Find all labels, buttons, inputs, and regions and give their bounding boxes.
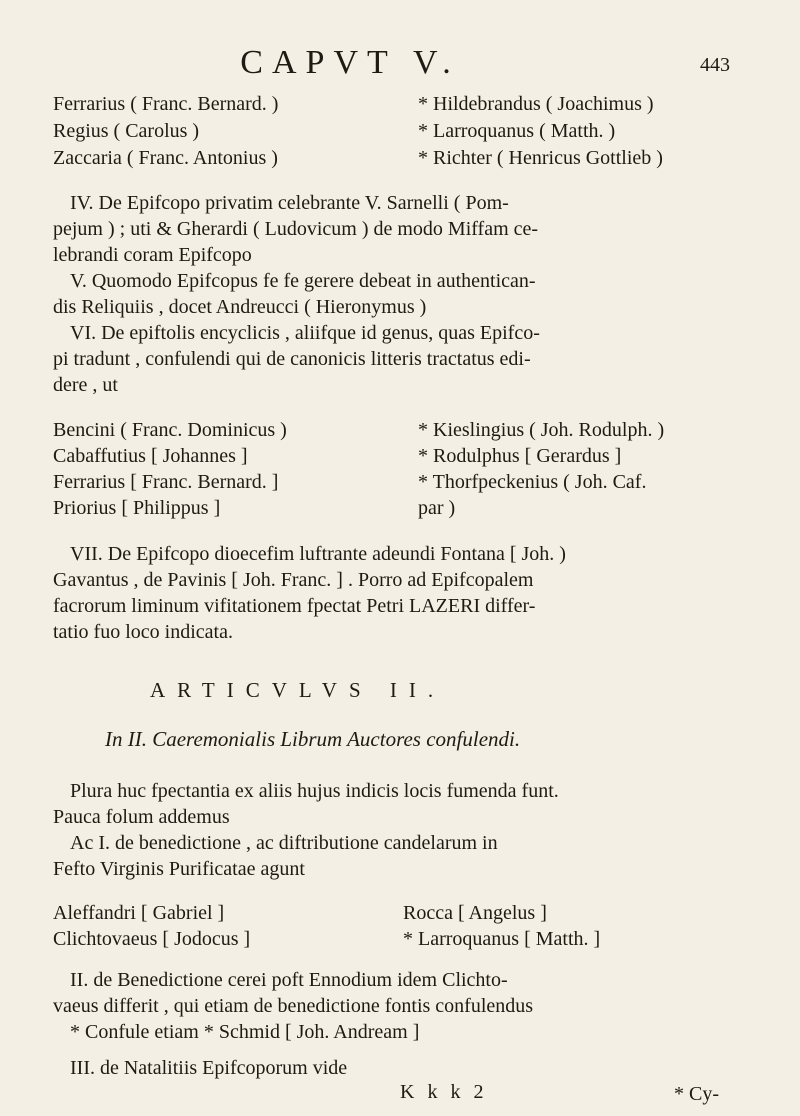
catchword: * Cy-	[674, 1083, 719, 1105]
list-item: * Richter ( Henricus Gottlieb )	[418, 147, 663, 169]
paragraph-line: facrorum liminum vifitationem fpectat Petri LAZERI differ-	[53, 595, 536, 617]
signature-mark: K k k 2	[400, 1081, 488, 1103]
paragraph-line: dere , ut	[53, 374, 118, 396]
paragraph-line: IV. De Epifcopo privatim celebrante V. Sarnelli ( Pom-	[70, 192, 509, 214]
paragraph-line: Pauca folum addemus	[53, 806, 230, 828]
paragraph-line: Plura huc fpectantia ex aliis hujus indicis locis fumenda funt.	[70, 780, 559, 802]
chapter-title: CAPVT V.	[240, 44, 460, 81]
page-number: 443	[700, 54, 730, 76]
list-item: Zaccaria ( Franc. Antonius )	[53, 147, 278, 169]
list-item: Ferrarius [ Franc. Bernard. ]	[53, 471, 279, 493]
list-item: Rocca [ Angelus ]	[403, 902, 547, 924]
running-header	[0, 44, 800, 90]
list-item: Clichtovaeus [ Jodocus ]	[53, 928, 251, 950]
list-item: * Larroquanus [ Matth. ]	[403, 928, 601, 950]
paragraph-line: vaeus differit , qui etiam de benedictione fontis confulendus	[53, 995, 534, 1017]
paragraph-line: VI. De epiftolis encyclicis , aliifque id genus, quas Epifco-	[70, 322, 540, 344]
list-item: Aleffandri [ Gabriel ]	[53, 902, 225, 924]
paragraph-line: dis Reliquiis , docet Andreucci ( Hieronymus )	[53, 296, 427, 318]
paragraph-line: Gavantus , de Pavinis [ Joh. Franc. ] . Porro ad Epifcopalem	[53, 569, 534, 591]
list-item: Priorius [ Philippus ]	[53, 497, 221, 519]
list-item: * Larroquanus ( Matth. )	[418, 120, 616, 142]
paragraph-line: pi tradunt , confulendi qui de canonicis litteris tractatus edi-	[53, 348, 531, 370]
list-item: Regius ( Carolus )	[53, 120, 200, 142]
paragraph-line: lebrandi coram Epifcopo	[53, 244, 252, 266]
paragraph-line: III. de Natalitiis Epifcoporum vide	[70, 1057, 348, 1079]
section-heading: In II. Caeremonialis Librum Auctores confulendi.	[105, 727, 521, 751]
list-item: Ferrarius ( Franc. Bernard. )	[53, 93, 279, 115]
list-item: * Kieslingius ( Joh. Rodulph. )	[418, 419, 665, 441]
paragraph-line: Ac I. de benedictione , ac diftributione candelarum in	[70, 832, 498, 854]
paragraph-line: Fefto Virginis Purificatae agunt	[53, 858, 305, 880]
paragraph-line: pejum ) ; uti & Gherardi ( Ludovicum ) de modo Miffam ce-	[53, 218, 539, 240]
paragraph-line: VII. De Epifcopo dioecefim luftrante adeundi Fontana [ Joh. )	[70, 543, 566, 565]
article-title: ARTICVLVS II.	[150, 678, 446, 702]
list-item: Bencini ( Franc. Dominicus )	[53, 419, 287, 441]
list-item: par )	[418, 497, 456, 519]
list-item: Cabaffutius [ Johannes ]	[53, 445, 248, 467]
paragraph-line: * Confule etiam * Schmid [ Joh. Andream ]	[70, 1021, 420, 1043]
list-item: * Rodulphus [ Gerardus ]	[418, 445, 622, 467]
paragraph-line: tatio fuo loco indicata.	[53, 621, 233, 643]
list-item: * Hildebrandus ( Joachimus )	[418, 93, 654, 115]
list-item: * Thorfpeckenius ( Joh. Caf.	[418, 471, 647, 493]
paragraph-line: II. de Benedictione cerei poft Ennodium idem Clichto-	[70, 969, 508, 991]
paragraph-line: V. Quomodo Epifcopus fe fe gerere debeat in authentican-	[70, 270, 536, 292]
